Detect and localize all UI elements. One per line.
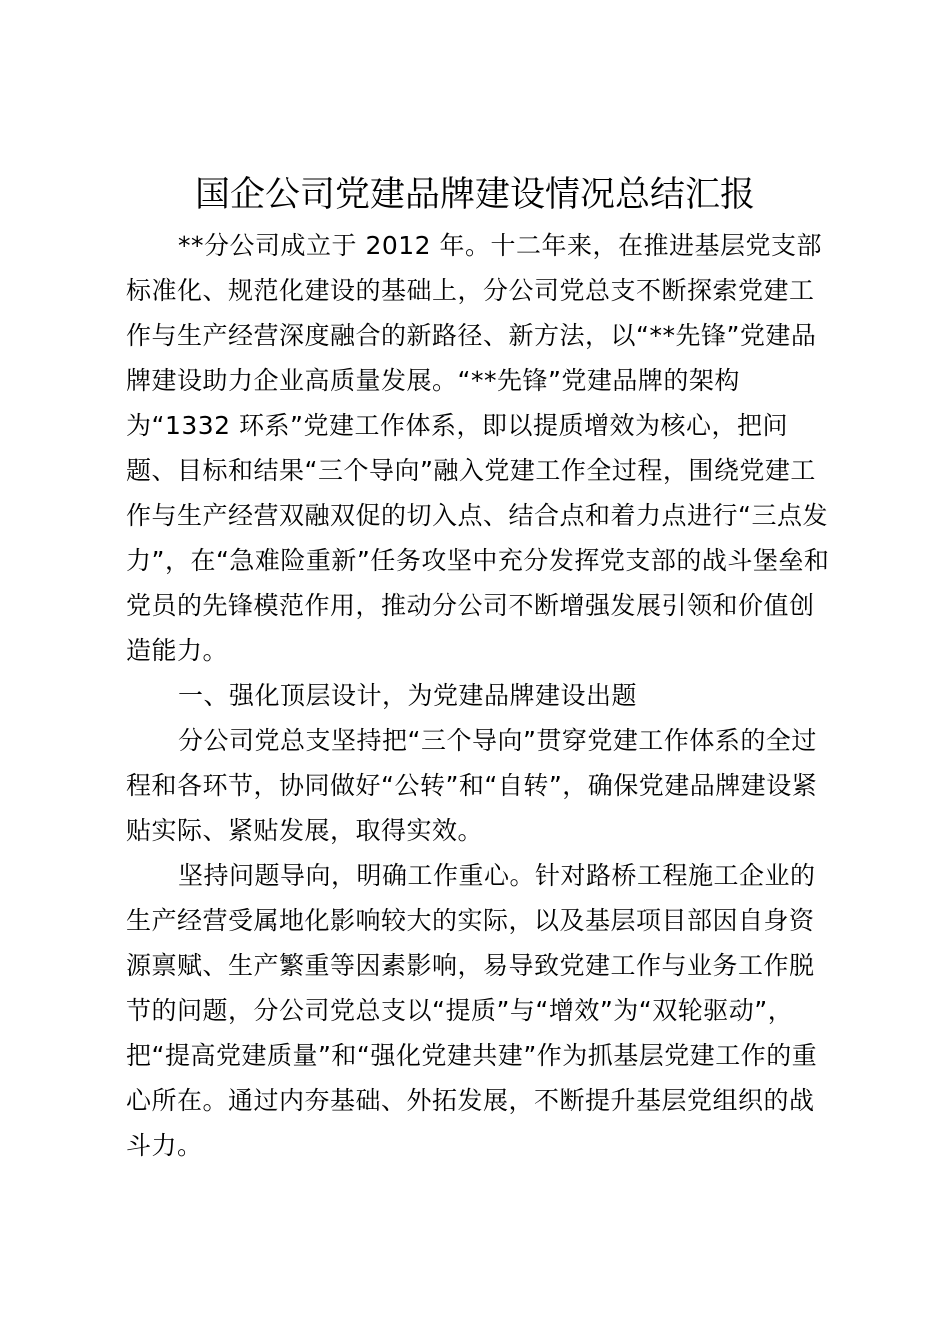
paragraph-3-line-6: 心所在。通过内夯基础、外拓发展，不断提升基层党组织的战 bbox=[126, 1086, 815, 1115]
paragraph-1-line-1: **分公司成立于 2012 年。十二年来，在推进基层党支部 bbox=[178, 231, 823, 260]
paragraph-1-line-7: 作与生产经营双融双促的切入点、结合点和着力点进行“三点发 bbox=[126, 501, 828, 530]
paragraph-3-line-5: 把“提高党建质量”和“强化党建共建”作为抓基层党建工作的重 bbox=[126, 1041, 818, 1070]
paragraph-2-line-3: 贴实际、紧贴发展，取得实效。 bbox=[126, 816, 484, 845]
paragraph-3-line-3: 源禀赋、生产繁重等因素影响，易导致党建工作与业务工作脱 bbox=[126, 951, 815, 980]
paragraph-1-line-6: 题、目标和结果“三个导向”融入党建工作全过程，围绕党建工 bbox=[126, 456, 816, 485]
paragraph-1-line-3: 作与生产经营深度融合的新路径、新方法，以“**先锋”党建品 bbox=[126, 321, 817, 350]
paragraph-3-line-1: 坚持问题导向，明确工作重心。针对路桥工程施工企业的 bbox=[178, 861, 816, 890]
paragraph-2-line-1: 分公司党总支坚持把“三个导向”贯穿党建工作体系的全过 bbox=[178, 726, 817, 755]
document-title: 国企公司党建品牌建设情况总结汇报 bbox=[194, 175, 755, 215]
paragraph-1-line-9: 党员的先锋模范作用，推动分公司不断增强发展引领和价值创 bbox=[126, 591, 815, 620]
paragraph-3-line-7: 斗力。 bbox=[126, 1131, 203, 1160]
section-heading-1: 一、强化顶层设计，为党建品牌建设出题 bbox=[178, 681, 638, 710]
paragraph-1-line-8: 力”，在“急难险重新”任务攻坚中充分发挥党支部的战斗堡垒和 bbox=[126, 546, 830, 575]
paragraph-3-line-2: 生产经营受属地化影响较大的实际，以及基层项目部因自身资 bbox=[126, 906, 815, 935]
paragraph-1-line-5: 为“1332 环系”党建工作体系，即以提质增效为核心，把问 bbox=[126, 411, 788, 440]
paragraph-1-line-2: 标准化、规范化建设的基础上，分公司党总支不断探索党建工 bbox=[126, 276, 815, 305]
paragraph-1-line-4: 牌建设助力企业高质量发展。“**先锋”党建品牌的架构 bbox=[126, 366, 740, 395]
paragraph-2-line-2: 程和各环节，协同做好“公转”和“自转”，确保党建品牌建设紧 bbox=[126, 771, 818, 800]
paragraph-1-line-10: 造能力。 bbox=[126, 636, 229, 665]
paragraph-3-line-4: 节的问题，分公司党总支以“提质”与“增效”为“双轮驱动”， bbox=[126, 996, 794, 1025]
